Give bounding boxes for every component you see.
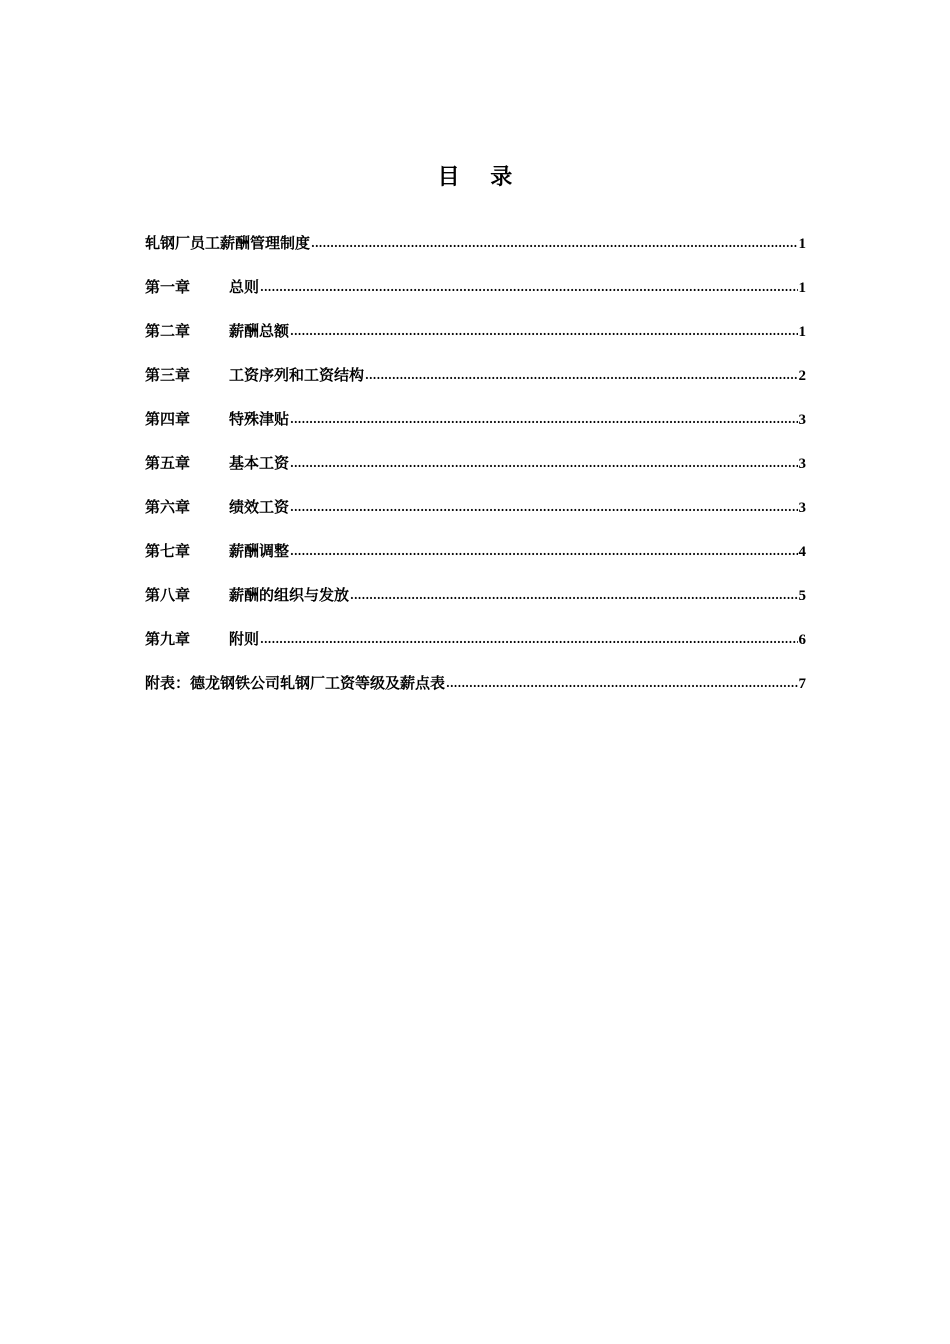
toc-entry[interactable] [145,584,806,628]
toc-entry-title: 薪酬的组织与发放 [229,586,350,604]
toc-entry-page: 7 [798,676,806,692]
toc-entry-chapter: 第三章 [145,366,191,384]
dot-leader [290,409,797,431]
toc-entry[interactable] [145,540,806,584]
toc-entry-title: 附则 [229,630,260,648]
toc-entry-page: 3 [798,500,806,516]
toc-entry-title: 基本工资 [229,454,290,472]
toc-entry[interactable] [145,364,806,408]
toc-entry-page: 1 [798,280,806,296]
dot-leader [290,453,797,475]
toc-entry-page: 3 [798,456,806,472]
toc-entry-chapter: 第一章 [145,278,191,296]
toc-entry-title: 薪酬调整 [229,542,290,560]
toc-entry[interactable] [145,320,806,364]
table-of-contents [145,232,806,716]
dot-leader [311,233,797,255]
dot-leader [290,497,797,519]
toc-entry[interactable] [145,408,806,452]
dot-leader [446,673,797,695]
toc-entry-page: 5 [798,588,806,604]
dot-leader [260,629,797,651]
toc-entry-chapter: 第九章 [145,630,191,648]
toc-entry-page: 2 [798,368,806,384]
toc-entry-page: 6 [798,632,806,648]
toc-entry-page: 4 [798,544,806,560]
toc-title: 目 录 [437,164,513,190]
toc-entry-title: 薪酬总额 [229,322,290,340]
toc-entry[interactable] [145,232,806,276]
toc-entry-chapter: 第四章 [145,410,191,428]
toc-entry-page: 1 [798,324,806,340]
dot-leader [290,321,797,343]
toc-entry-page: 3 [798,412,806,428]
toc-entry-title: 总则 [229,278,260,296]
toc-entry-title: 附表：德龙钢铁公司轧钢厂工资等级及薪点表 [145,674,446,692]
toc-entry-chapter: 第二章 [145,322,191,340]
toc-entry-title: 工资序列和工资结构 [229,366,365,384]
dot-leader [365,365,797,387]
toc-entry[interactable] [145,672,806,716]
toc-entry-chapter: 第六章 [145,498,191,516]
toc-entry-title: 绩效工资 [229,498,290,516]
toc-entry-chapter: 第五章 [145,454,191,472]
toc-entry-title: 特殊津贴 [229,410,290,428]
toc-entry[interactable] [145,452,806,496]
dot-leader [290,541,797,563]
dot-leader [260,277,797,299]
toc-entry-chapter: 第八章 [145,586,191,604]
toc-entry[interactable] [145,276,806,320]
toc-entry-chapter: 第七章 [145,542,191,560]
dot-leader [350,585,797,607]
toc-entry-page: 1 [798,236,806,252]
toc-entry[interactable] [145,628,806,672]
toc-entry[interactable] [145,496,806,540]
toc-entry-title: 轧钢厂员工薪酬管理制度 [145,234,311,252]
